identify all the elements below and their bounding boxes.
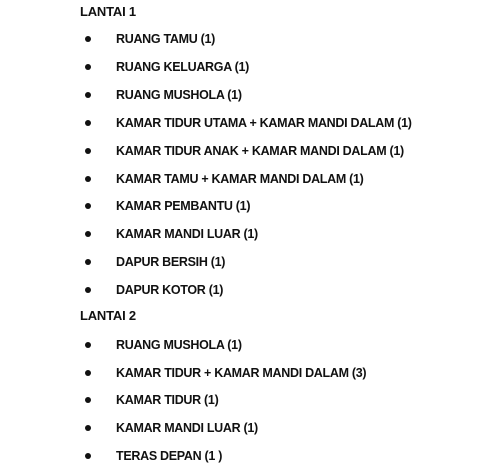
bullet-icon <box>85 92 91 98</box>
list-item-label: KAMAR TIDUR + KAMAR MANDI DALAM (3) <box>116 366 367 380</box>
list-item-label: KAMAR TIDUR (1) <box>116 393 219 407</box>
bullet-icon <box>85 120 91 126</box>
bullet-icon <box>85 64 91 70</box>
bullet-icon <box>85 287 91 293</box>
section-heading-lantai-2: LANTAI 2 <box>80 308 136 323</box>
list-item-label: RUANG MUSHOLA (1) <box>116 338 242 352</box>
list-item-label: KAMAR TAMU + KAMAR MANDI DALAM (1) <box>116 172 364 186</box>
list-item-label: KAMAR PEMBANTU (1) <box>116 199 251 213</box>
list-item-label: DAPUR KOTOR (1) <box>116 283 224 297</box>
bullet-icon <box>85 231 91 237</box>
list-item-label: KAMAR TIDUR UTAMA + KAMAR MANDI DALAM (1) <box>116 116 412 130</box>
bullet-icon <box>85 148 91 154</box>
list-item-label: RUANG KELUARGA (1) <box>116 60 250 74</box>
section-heading-lantai-1: LANTAI 1 <box>80 4 136 19</box>
list-item-label: RUANG TAMU (1) <box>116 32 216 46</box>
bullet-icon <box>85 203 91 209</box>
bullet-icon <box>85 176 91 182</box>
list-item-label: TERAS DEPAN (1 ) <box>116 449 223 463</box>
list-item-label: RUANG MUSHOLA (1) <box>116 88 242 102</box>
list-item-label: KAMAR MANDI LUAR (1) <box>116 227 258 241</box>
bullet-icon <box>85 453 91 459</box>
bullet-icon <box>85 36 91 42</box>
list-item-label: DAPUR BERSIH (1) <box>116 255 226 269</box>
list-item-label: KAMAR MANDI LUAR (1) <box>116 421 258 435</box>
bullet-icon <box>85 259 91 265</box>
bullet-icon <box>85 425 91 431</box>
list-item-label: KAMAR TIDUR ANAK + KAMAR MANDI DALAM (1) <box>116 144 404 158</box>
bullet-icon <box>85 342 91 348</box>
bullet-icon <box>85 397 91 403</box>
bullet-icon <box>85 370 91 376</box>
